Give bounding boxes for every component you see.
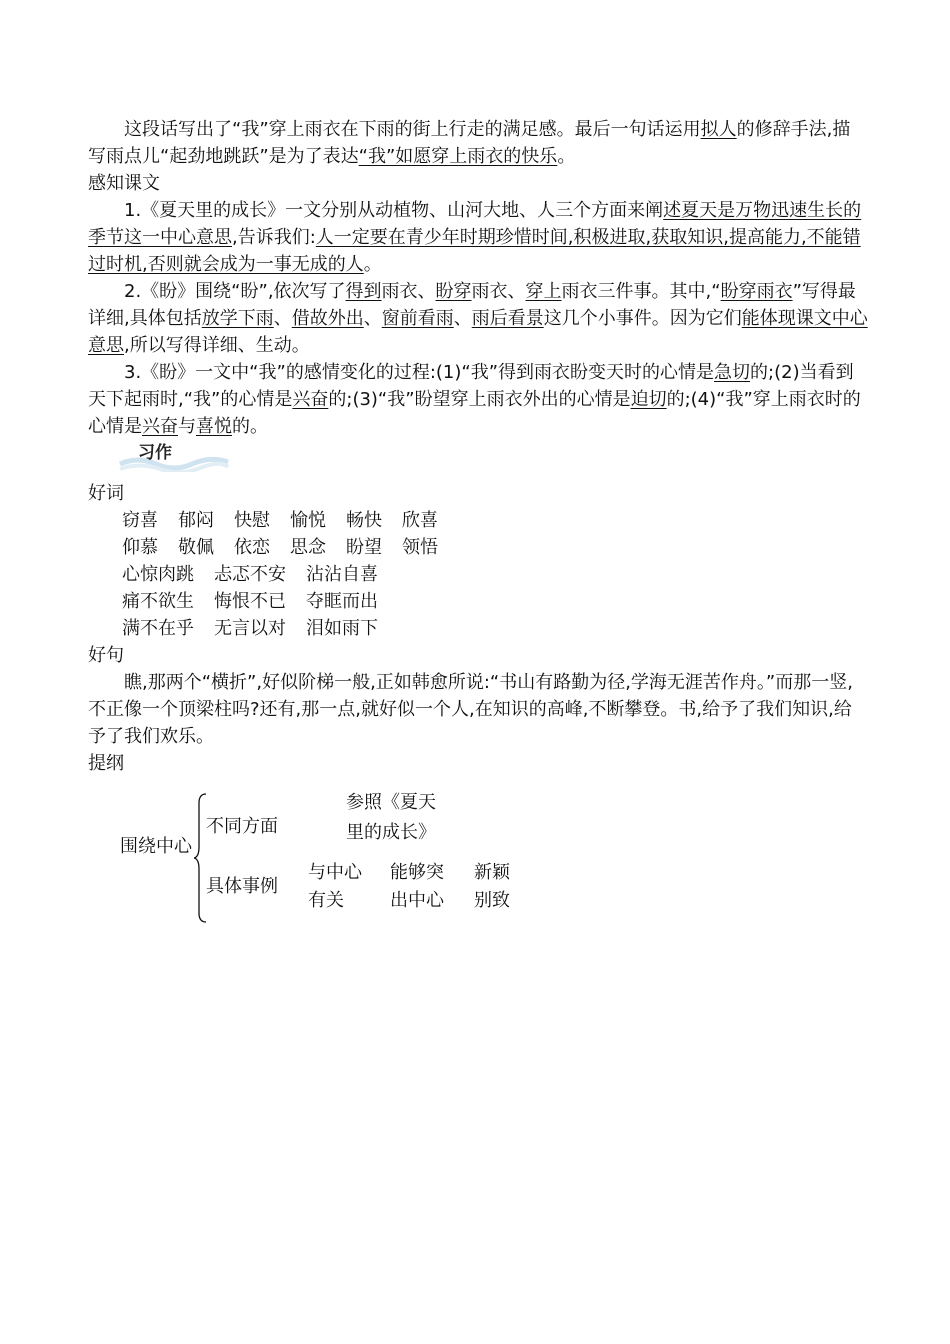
outline-branch-aspects: 不同方面 — [206, 816, 278, 837]
document-body — [88, 116, 868, 949]
text: 的。 — [232, 416, 268, 437]
word: 夺眶而出 — [306, 591, 378, 612]
text: ,告诉我们: — [232, 227, 316, 248]
answer-underline: 盼穿雨衣 — [720, 281, 793, 302]
answer-underline: 窗前看雨 — [381, 308, 454, 329]
section-badge-writing — [88, 440, 868, 480]
paragraph-analysis — [88, 116, 868, 170]
outline-note: 别致 — [474, 890, 510, 911]
text: 这几个小事件。因为它们 — [543, 308, 742, 329]
text: 与 — [178, 416, 196, 437]
word-row — [122, 615, 868, 642]
word: 痛不欲生 — [122, 591, 194, 612]
word-row — [122, 534, 868, 561]
item-2 — [88, 278, 868, 359]
answer-underline: 人一定要在青少年时期珍惜时间,积极进取,获取知识,提高能力,不能错过时机,否则就会成为一事无成的人 — [88, 227, 861, 275]
text: 、 — [273, 308, 292, 329]
text: 的修辞手法,描写雨点儿“起劲地跳跃”是为了表达 — [88, 119, 851, 167]
text: 的;(2)当看到天下起雨时,“我”的心情是 — [88, 362, 854, 410]
text: 雨衣、 — [471, 281, 526, 302]
word: 依恋 — [234, 537, 270, 558]
word: 快慰 — [234, 510, 270, 531]
text: 。 — [363, 254, 382, 275]
text: 2.《盼》围绕“盼”,依次写了 — [124, 281, 346, 302]
answer-underline: “我”如愿穿上雨衣的快乐 — [358, 146, 558, 167]
word-row — [122, 561, 868, 588]
text: ,所以写得详细、生动。 — [124, 335, 310, 356]
section-heading-perceive: 感知课文 — [88, 173, 160, 194]
text: 、 — [453, 308, 472, 329]
answer-underline: 能体现课文中心意思 — [88, 308, 868, 356]
text: 雨衣三件事。其中,“ — [561, 281, 721, 302]
answer-underline: 穿上 — [525, 281, 562, 302]
outline-note: 有关 — [308, 890, 344, 911]
outline-note: 出中心 — [390, 890, 444, 911]
word-list — [88, 507, 868, 642]
word: 无言以对 — [214, 618, 286, 639]
word: 满不在乎 — [122, 618, 194, 639]
text: ”写得最详细,具体包括 — [88, 281, 856, 329]
text: 3.《盼》一文中“我”的感情变化的过程:(1)“我”得到雨衣盼变天时的心情是 — [124, 362, 715, 383]
answer-underline: 述夏天是万物迅速生长的季节这一中心意思 — [88, 200, 862, 248]
outline-note: 与中心 — [308, 862, 362, 883]
word: 悔恨不已 — [214, 591, 286, 612]
answer-underline: 兴奋 — [292, 389, 329, 410]
outline-note: 里的成长》 — [346, 822, 436, 843]
answer-underline: 借故外出 — [291, 308, 364, 329]
answer-underline: 放学下雨 — [201, 308, 274, 329]
section-heading-good-words: 好词 — [88, 483, 124, 504]
text: 的;(4)“我”穿上雨衣时的心情是 — [88, 389, 861, 437]
item-1 — [88, 197, 868, 278]
section-heading-good-sentences: 好句 — [88, 645, 124, 666]
word: 郁闷 — [178, 510, 214, 531]
outline-diagram — [88, 789, 868, 949]
word: 愉悦 — [290, 510, 326, 531]
word: 沾沾自喜 — [306, 564, 378, 585]
answer-underline: 兴奋 — [142, 416, 178, 437]
answer-underline: 拟人 — [700, 119, 737, 140]
outline-branch-examples: 具体事例 — [206, 876, 278, 897]
word: 泪如雨下 — [306, 618, 378, 639]
word-row — [122, 507, 868, 534]
word: 敬佩 — [178, 537, 214, 558]
text: 这段话写出了“我”穿上雨衣在下雨的街上行走的满足感。最后一句话运用 — [124, 119, 701, 140]
answer-underline: 雨后看景 — [471, 308, 544, 329]
word: 畅快 — [346, 510, 382, 531]
outline-note: 能够突 — [390, 862, 444, 883]
text: 。 — [557, 146, 576, 167]
sample-sentence: 瞧,那两个“横折”,好似阶梯一般,正如韩愈所说:“书山有路勤为径,学海无涯苦作舟。”而那一竖,不正像一个顶梁柱吗?还有,那一点,就好似一个人,在知识的高峰,不断攀登。书,给予了我们知识,给予了我们欢乐。 — [88, 672, 853, 747]
answer-underline: 喜悦 — [196, 416, 232, 437]
wave-decoration-icon — [118, 442, 230, 472]
word: 仰慕 — [122, 537, 158, 558]
word: 欣喜 — [402, 510, 438, 531]
word: 思念 — [290, 537, 326, 558]
word: 忐忑不安 — [214, 564, 286, 585]
text: 的;(3)“我”盼望穿上雨衣外出的心情是 — [328, 389, 631, 410]
answer-underline: 得到 — [345, 281, 382, 302]
word-row — [122, 588, 868, 615]
word: 领悟 — [402, 537, 438, 558]
section-heading-outline: 提纲 — [88, 753, 124, 774]
answer-underline: 迫切 — [630, 389, 667, 410]
outline-note: 参照《夏天 — [346, 792, 436, 813]
outline-note: 新颖 — [474, 862, 510, 883]
text: 1.《夏天里的成长》一文分别从动植物、山河大地、人三个方面来阐 — [124, 200, 664, 221]
text: 、 — [363, 308, 382, 329]
item-3 — [88, 359, 868, 440]
word: 盼望 — [346, 537, 382, 558]
outline-root: 围绕中心 — [120, 836, 192, 857]
text: 雨衣、 — [381, 281, 436, 302]
answer-underline: 急切 — [714, 362, 751, 383]
word: 窃喜 — [122, 510, 158, 531]
answer-underline: 盼穿 — [435, 281, 472, 302]
word: 心惊肉跳 — [122, 564, 194, 585]
badge-label: 习作 — [138, 443, 172, 463]
